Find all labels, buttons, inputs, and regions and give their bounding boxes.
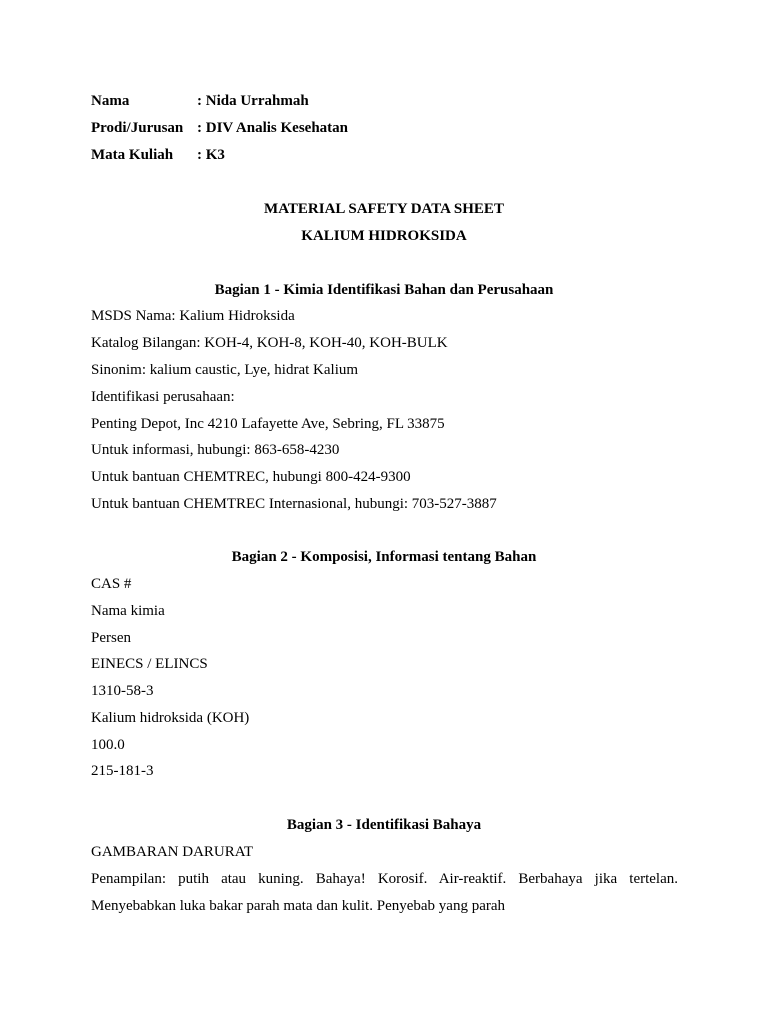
section-2-line: Persen: [91, 630, 131, 646]
info-value: : DIV Analis Kesehatan: [197, 120, 348, 136]
info-row-mata-kuliah: [91, 144, 348, 171]
section-1-line: Untuk bantuan CHEMTREC Internasional, hubungi: 703-527-3887: [91, 496, 497, 512]
section-3-paragraph-line: Penampilan: putih atau kuning. Bahaya! Korosif. Air-reaktif. Berbahaya jika tertelan.: [91, 871, 678, 887]
student-info: [91, 90, 348, 171]
section-2-line: 100.0: [91, 737, 125, 753]
section-1-heading: Bagian 1 - Kimia Identifikasi Bahan dan Perusahaan: [214, 282, 554, 298]
info-value: : K3: [197, 147, 225, 163]
section-1-line: Untuk bantuan CHEMTREC, hubungi 800-424-9300: [91, 469, 411, 485]
info-value: : Nida Urrahmah: [197, 93, 309, 109]
section-3-heading: Bagian 3 - Identifikasi Bahaya: [286, 817, 482, 833]
info-label: Mata Kuliah: [91, 147, 174, 163]
section-2-line: CAS #: [91, 576, 132, 592]
section-3-paragraph-line: Menyebabkan luka bakar parah mata dan kulit. Penyebab yang parah: [91, 898, 506, 914]
section-1-line: Identifikasi perusahaan:: [91, 389, 235, 405]
info-row-nama: [91, 90, 348, 117]
document-title: MATERIAL SAFETY DATA SHEET: [264, 201, 504, 217]
section-1-line: Sinonim: kalium caustic, Lye, hidrat Kalium: [91, 362, 359, 378]
info-label: Prodi/Jurusan: [91, 120, 184, 136]
document-subtitle: KALIUM HIDROKSIDA: [301, 228, 467, 244]
section-2-line: 1310-58-3: [91, 683, 154, 699]
section-1-line: Katalog Bilangan: KOH-4, KOH-8, KOH-40, KOH-BULK: [91, 335, 448, 351]
section-2-line: Kalium hidroksida (KOH): [91, 710, 250, 726]
info-row-prodi: [91, 117, 348, 144]
info-label: Nama: [91, 93, 130, 109]
section-2-line: 215-181-3: [91, 763, 154, 779]
section-3-subheading: GAMBARAN DARURAT: [91, 844, 254, 860]
section-1-line: Penting Depot, Inc 4210 Lafayette Ave, Sebring, FL 33875: [91, 416, 445, 432]
section-2-heading: Bagian 2 - Komposisi, Informasi tentang Bahan: [231, 549, 537, 565]
section-1-line: MSDS Nama: Kalium Hidroksida: [91, 308, 295, 324]
section-2-line: EINECS / ELINCS: [91, 656, 208, 672]
section-1-line: Untuk informasi, hubungi: 863-658-4230: [91, 442, 340, 458]
section-2-line: Nama kimia: [91, 603, 165, 619]
